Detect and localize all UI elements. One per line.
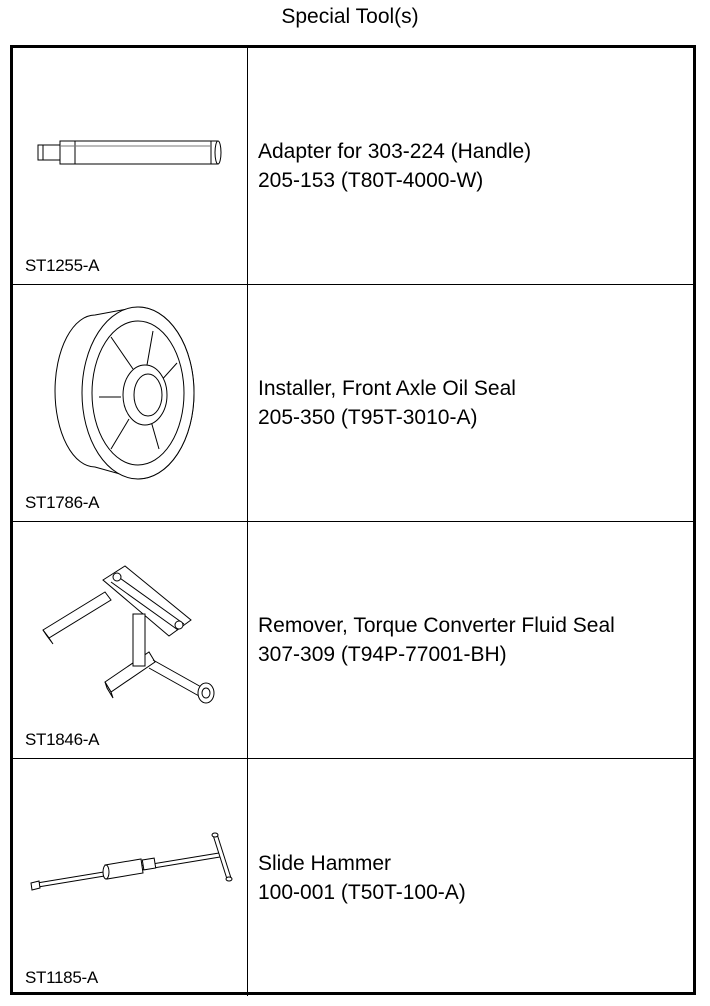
tool-number: 205-153 (T80T-4000-W) [258, 169, 484, 192]
tool-image-cell [13, 759, 248, 996]
tool-description [258, 759, 688, 996]
tool-image-code: ST1255-A [25, 256, 100, 275]
tool-image-cell [13, 48, 248, 284]
tool-row [13, 522, 693, 759]
slide-hammer-illustration [13, 759, 248, 995]
tool-name: Slide Hammer [258, 851, 392, 875]
tool-name: Remover, Torque Converter Fluid Seal [258, 614, 615, 637]
oil-seal-installer-illustration [13, 285, 248, 521]
tool-image-cell [13, 285, 248, 521]
seal-remover-illustration [13, 522, 248, 758]
handle-adapter-illustration [13, 48, 248, 284]
tool-number: 205-350 (T95T-3010-A) [258, 406, 478, 429]
special-tools-table [10, 45, 696, 995]
tool-image-code: ST1786-A [25, 493, 100, 512]
tool-row [13, 759, 693, 996]
tool-row [13, 285, 693, 522]
tool-image-code: ST1185-A [25, 968, 98, 987]
tool-name: Adapter for 303-224 (Handle) [258, 140, 532, 163]
tool-description [258, 48, 688, 284]
page-title: Special Tool(s) [281, 5, 419, 28]
tool-number: 307-309 (T94P-77001-BH) [258, 643, 507, 666]
tool-description [258, 522, 688, 758]
tool-description [258, 285, 688, 521]
tool-number: 100-001 (T50T-100-A) [258, 880, 466, 904]
tool-image-code: ST1846-A [25, 730, 100, 749]
tool-image-cell [13, 522, 248, 758]
tool-name: Installer, Front Axle Oil Seal [258, 377, 516, 400]
tool-row [13, 48, 693, 285]
